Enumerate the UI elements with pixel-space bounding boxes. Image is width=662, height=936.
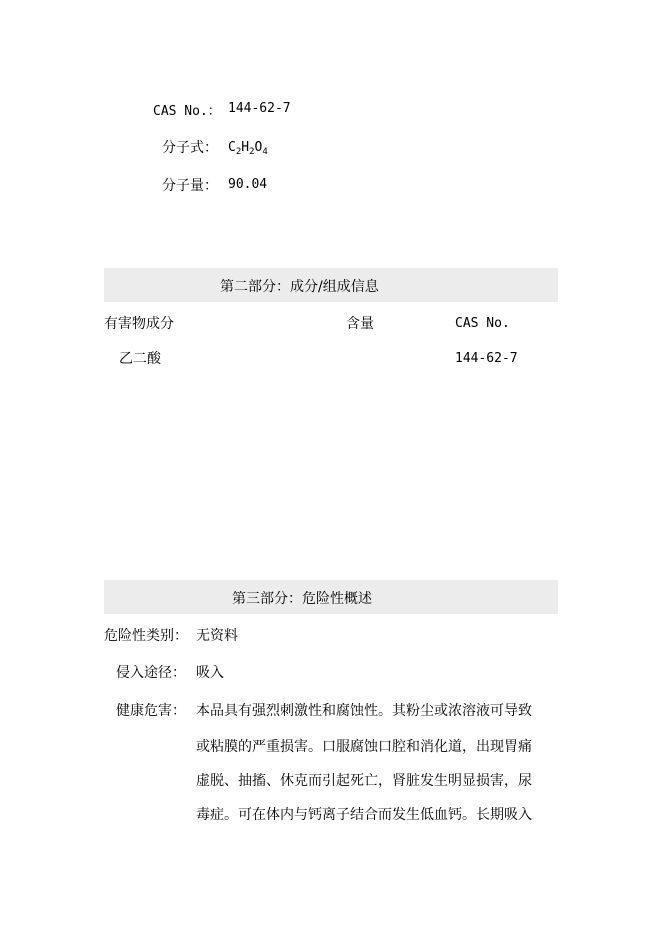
section3-header-bar — [104, 580, 558, 614]
hazard-class-value: 无资料 — [196, 628, 238, 644]
col-header-content: 含量 — [346, 316, 374, 332]
health-line-4: 毒症。可在体内与钙离子结合而发生低血钙。长期吸入 — [196, 807, 532, 823]
mw-label: 分子量： — [162, 178, 218, 194]
formula-label: 分子式： — [162, 140, 218, 156]
section2-header-bar — [104, 268, 558, 302]
health-line-3: 虚脱、抽搐、休克而引起死亡，肾脏发生明显损害，尿 — [196, 773, 532, 789]
section3-title: 第三部分：危险性概述 — [232, 591, 372, 607]
cas-value: 144-62-7 — [228, 101, 291, 116]
route-value: 吸入 — [196, 665, 224, 681]
route-label: 侵入途径： — [116, 665, 186, 681]
mw-value: 90.04 — [228, 177, 268, 192]
section2-title: 第二部分：成分/组成信息 — [220, 279, 379, 295]
health-line-2: 或粘膜的严重损害。口服腐蚀口腔和消化道，出现胃痛 — [196, 739, 532, 755]
col-header-cas: CAS No. — [455, 316, 510, 331]
cas-label: CAS No.： — [153, 104, 221, 119]
formula-value: $C_2H_2O_4$ — [228, 140, 268, 157]
health-line-1: 本品具有强烈刺激性和腐蚀性。其粉尘或浓溶液可导致 — [196, 703, 532, 719]
row-component: 乙二酸 — [119, 351, 161, 367]
row-cas: 144-62-7 — [455, 351, 518, 366]
health-label: 健康危害： — [116, 703, 186, 719]
col-header-component: 有害物成分 — [104, 316, 174, 332]
hazard-class-label: 危险性类别： — [104, 628, 188, 644]
